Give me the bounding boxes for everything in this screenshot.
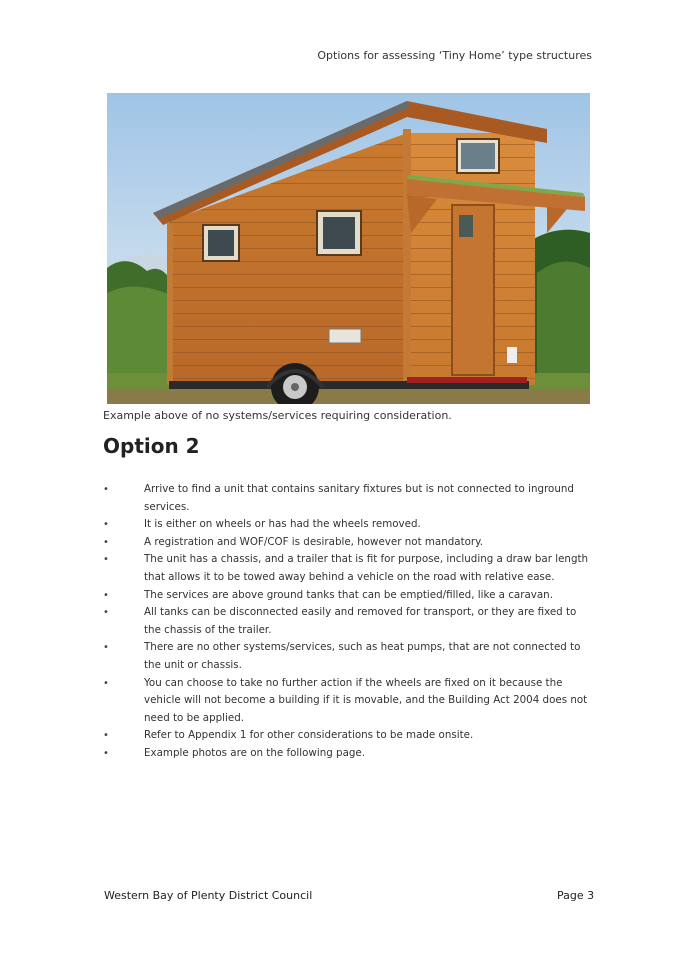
bullet-dot: • <box>103 484 109 495</box>
list-item-text: Example photos are on the following page. <box>144 746 366 759</box>
list-item-text: You can choose to take no further action if the wheels are fixed on it because the vehicle will not become a building if it is movable, and the Building Act 2004 does not need to be applied. <box>144 676 588 724</box>
figure-caption: Example above of no systems/services requiring consideration. <box>103 409 452 422</box>
list-item <box>103 587 593 605</box>
bullet-dot: • <box>103 607 109 619</box>
bullet-dot: • <box>103 677 109 689</box>
list-item-text: The unit has a chassis, and a trailer that is fit for purpose, including a draw bar length that allows it to be towed away behind a vehicle on the road with relative ease. <box>144 553 589 583</box>
list-item-text: Arrive to find a unit that contains sanitary fixtures but is not connected to inground services. <box>144 483 574 513</box>
list-item-text: Refer to Appendix 1 for other considerations to be made onsite. <box>144 729 474 742</box>
bullet-dot: • <box>103 519 109 531</box>
bullet-dot: • <box>103 642 109 654</box>
list-item <box>103 675 593 728</box>
list-item-text: It is either on wheels or has had the wheels removed. <box>144 518 421 531</box>
bullet-list <box>103 481 593 763</box>
list-item-text: All tanks can be disconnected easily and removed for transport, or they are fixed to the chassis of the trailer. <box>144 606 577 636</box>
list-item <box>103 727 593 745</box>
list-item <box>103 604 593 639</box>
bullet-dot: • <box>103 730 109 742</box>
footer-organization: Western Bay of Plenty District Council <box>104 889 313 902</box>
list-item <box>103 516 593 534</box>
list-item <box>103 481 593 516</box>
section-heading: Option 2 <box>103 434 200 458</box>
footer-page-number: Page 3 <box>557 889 595 902</box>
bullet-dot: • <box>103 536 109 548</box>
list-item-text: A registration and WOF/COF is desirable, however not mandatory. <box>144 535 484 548</box>
list-item <box>103 745 593 763</box>
page-header-title: Options for assessing ‘Tiny Home’ type structures <box>317 49 592 62</box>
tiny-home-photo <box>107 93 590 404</box>
list-item <box>103 639 593 674</box>
list-item <box>103 534 593 552</box>
bullet-dot: • <box>103 554 109 566</box>
list-item-text: There are no other systems/services, such as heat pumps, that are not connected to the unit or chassis. <box>144 641 581 671</box>
bullet-dot: • <box>103 747 109 759</box>
list-item-text: The services are above ground tanks that can be emptied/filled, like a caravan. <box>144 588 553 601</box>
list-item <box>103 551 593 586</box>
bullet-dot: • <box>103 589 109 601</box>
